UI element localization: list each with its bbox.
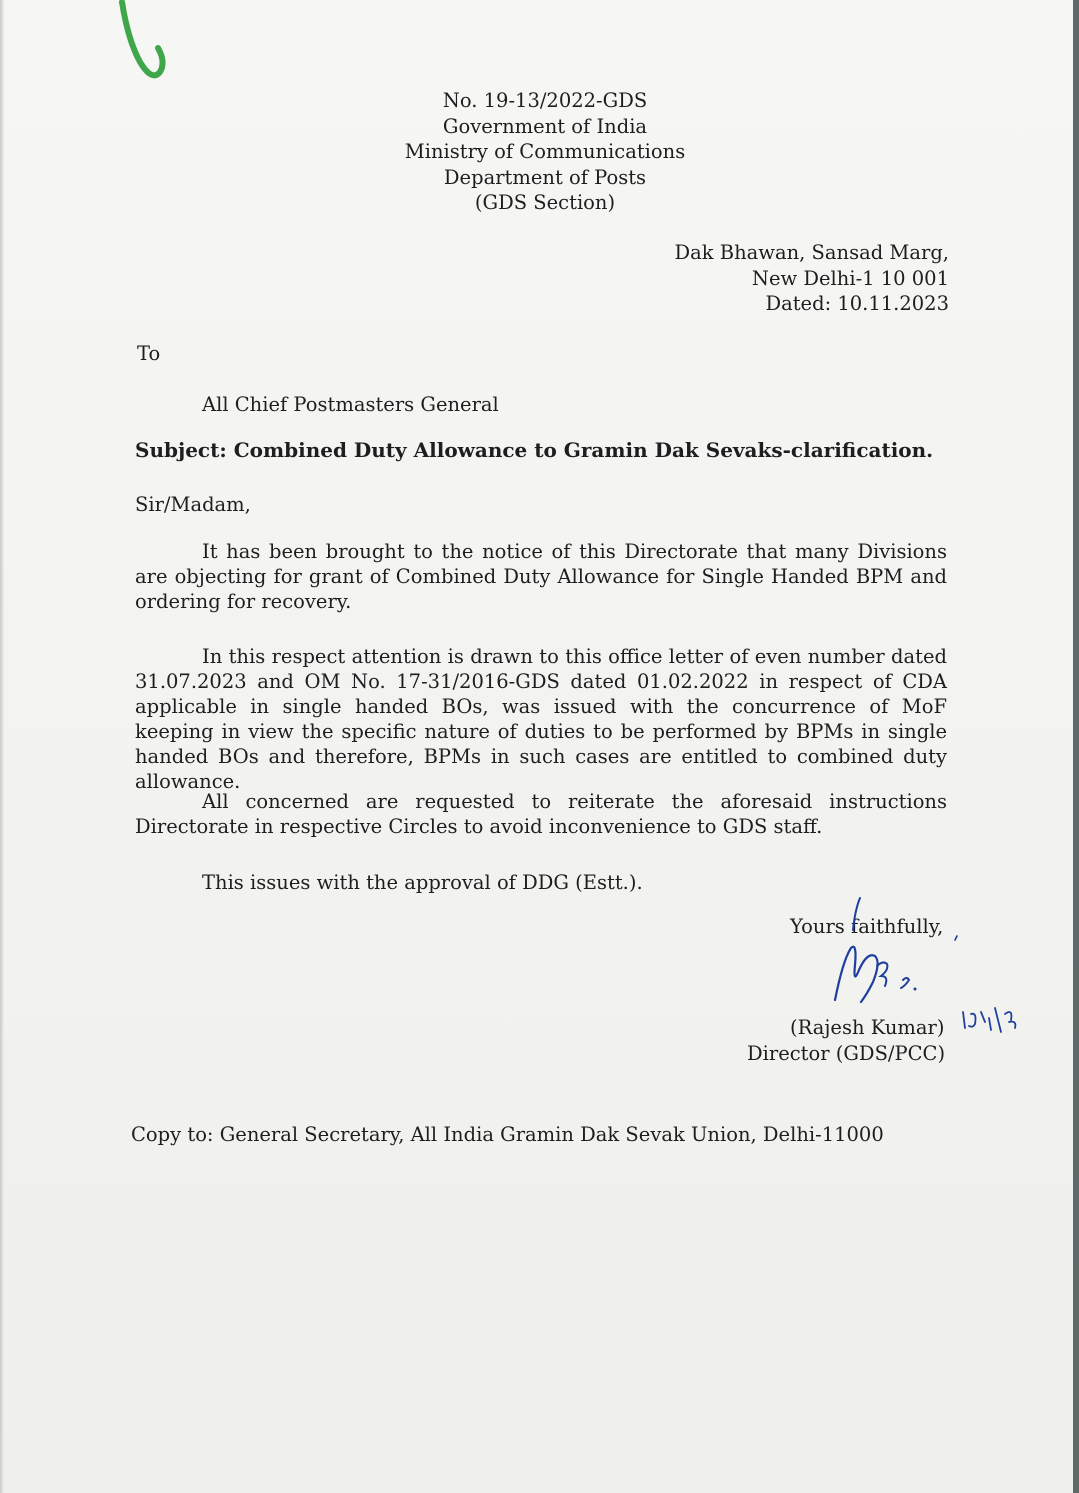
page-left-edge — [0, 0, 4, 1493]
body-paragraph-3: All concerned are requested to reiterate the aforesaid instructions Directorate in respective Circles to avoid inconvenience to GDS staff. — [135, 790, 947, 838]
signer-name: (Rajesh Kumar) — [790, 1016, 945, 1039]
body-paragraph-4: This issues with the approval of DDG (Estt.). — [202, 871, 643, 894]
body-paragraph-2: In this respect attention is drawn to this office letter of even number dated 31.07.2023 and OM No. 17-31/2016-GDS dated 01.02.2022 in respect of CDA applicable in single handed BOs, was issued with the concurrence of MoF keeping in view the specific nature of duties to be performed by BPMs in single handed BOs and therefore, BPMs in such cases are entitled to combined duty allowance. — [135, 645, 947, 793]
reference-number: No. 19-13/2022-GDS — [442, 89, 648, 112]
salutation: Sir/Madam, — [135, 493, 251, 516]
to-label: To — [137, 342, 161, 365]
government-name: Government of India — [442, 114, 648, 138]
ministry-name: Ministry of Communications — [404, 140, 686, 163]
addressee: All Chief Postmasters General — [202, 393, 499, 416]
copy-to-line: Copy to: General Secretary, All India Gramin Dak Sevak Union, Delhi-11000 — [131, 1123, 884, 1146]
letter-date: Dated: 10.11.2023 — [765, 292, 949, 315]
section-name: (GDS Section) — [474, 191, 616, 214]
sender-address — [629, 240, 949, 317]
address-line-1: Dak Bhawan, Sansad Marg, — [674, 241, 949, 264]
page-right-edge — [1073, 0, 1079, 1493]
address-line-2: New Delhi-1 10 001 — [751, 266, 949, 290]
subject-line: Subject: Combined Duty Allowance to Gramin Dak Sevaks-clarification. — [135, 438, 934, 462]
department-name: Department of Posts — [443, 165, 647, 189]
body-paragraph-1: It has been brought to the notice of this Directorate that many Divisions are objecting for grant of Combined Duty Allowance for Single Handed BPM and ordering for recovery. — [135, 540, 947, 613]
letterhead — [330, 88, 760, 216]
valediction: Yours faithfully, — [790, 915, 944, 938]
signer-designation: Director (GDS/PCC) — [747, 1042, 946, 1065]
green-marker-tick — [100, 0, 180, 90]
